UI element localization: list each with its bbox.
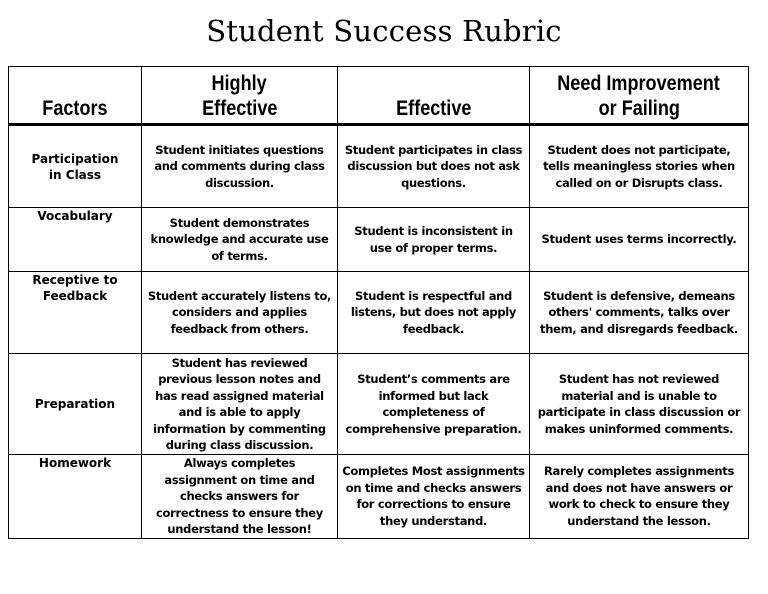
table-row: [9, 354, 749, 455]
need-improvement-cell: Rarely completes assignments and does not have answers or work to check to ensure they understand the lesson.: [530, 455, 749, 539]
factor-cell: [9, 272, 142, 354]
factor-cell: [9, 125, 142, 208]
header-need-line1: Need Improvement: [557, 72, 721, 95]
factor-label: in Class: [48, 167, 102, 182]
header-row: [9, 67, 749, 125]
effective-cell: Student’s comments are informed but lack completeness of comprehensive preparation.: [338, 354, 530, 455]
header-highly-effective: [142, 67, 338, 125]
factor-cell: [9, 455, 142, 539]
effective-cell: Completes Most assignments on time and checks answers for corrections to ensure they understand.: [338, 455, 530, 539]
rubric-table: [8, 66, 749, 539]
table-row: [9, 125, 749, 208]
highly-effective-cell: Always completes assignment on time and checks answers for correctness to ensure they understand the lesson!: [142, 455, 338, 539]
factor-cell: [9, 208, 142, 272]
effective-cell: Student participates in class discussion but does not ask questions.: [338, 125, 530, 208]
header-highly-line1: Highly: [211, 72, 268, 95]
page-title: Student Success Rubric: [206, 14, 562, 48]
factor-label: Vocabulary: [37, 209, 113, 223]
factor-label: Feedback: [42, 289, 108, 303]
header-need-improvement: [530, 67, 749, 125]
header-factors-label: Factors: [42, 97, 108, 120]
need-improvement-cell: Student does not participate, tells meaningless stories when called on or Disrupts class.: [530, 125, 749, 208]
highly-effective-cell: Student initiates questions and comments during class discussion.: [142, 125, 338, 208]
table-row: [9, 208, 749, 272]
header-need-line2: or Failing: [598, 97, 680, 120]
factor-label: Homework: [38, 456, 112, 470]
header-effective-label: Effective: [395, 97, 472, 120]
header-factors: [9, 67, 142, 125]
header-effective: [338, 67, 530, 125]
need-improvement-cell: Student has not reviewed material and is unable to participate in class discussion or makes uninformed comments.: [530, 354, 749, 455]
need-improvement-cell: Student uses terms incorrectly.: [530, 208, 749, 272]
highly-effective-cell: Student accurately listens to, considers and applies feedback from others.: [142, 272, 338, 354]
factor-label: Participation: [31, 151, 119, 166]
highly-effective-cell: Student has reviewed previous lesson notes and has read assigned material and is able to apply information by commenting during class discussion.: [142, 354, 338, 455]
table-row: [9, 455, 749, 539]
header-highly-line2: Effective: [201, 97, 278, 120]
need-improvement-cell: Student is defensive, demeans others' comments, talks over them, and disregards feedback.: [530, 272, 749, 354]
factor-cell: [9, 354, 142, 455]
effective-cell: Student is inconsistent in use of proper terms.: [338, 208, 530, 272]
factor-label: Preparation: [34, 397, 116, 411]
factor-label: Receptive to: [32, 273, 118, 287]
effective-cell: Student is respectful and listens, but does not apply feedback.: [338, 272, 530, 354]
highly-effective-cell: Student demonstrates knowledge and accurate use of terms.: [142, 208, 338, 272]
table-row: [9, 272, 749, 354]
